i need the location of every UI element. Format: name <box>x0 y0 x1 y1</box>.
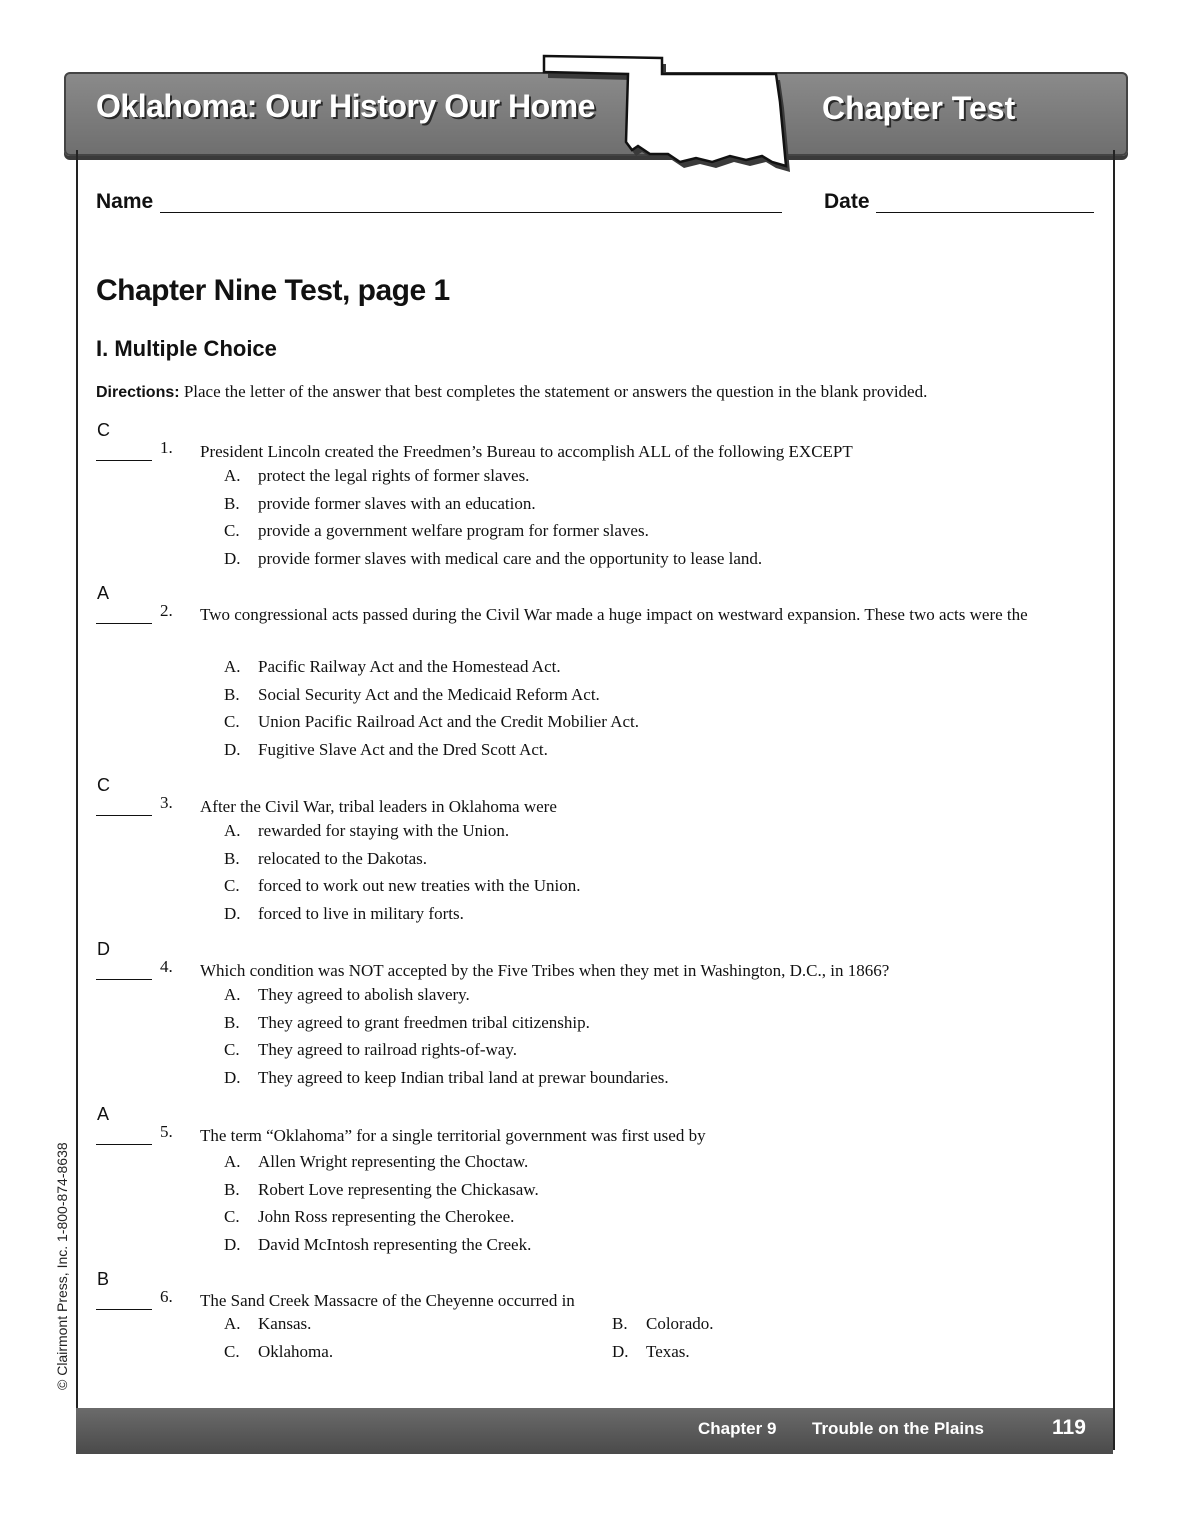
page-number: 119 <box>1052 1416 1086 1439</box>
option-b: B. Social Security Act and the Medicaid Reform Act. <box>224 684 600 704</box>
directions-label: Directions: <box>96 384 180 401</box>
option-b: B. Colorado. <box>612 1314 714 1333</box>
option-b: B. Robert Love representing the Chickasaw. <box>224 1179 539 1199</box>
option-list <box>224 653 639 763</box>
option-c: C. Union Pacific Railroad Act and the Credit Mobilier Act. <box>224 712 639 731</box>
answer-blank-3[interactable] <box>96 815 152 816</box>
option-a: A. Pacific Railway Act and the Homestead Act. <box>224 657 561 676</box>
option-b: B. relocated to the Dakotas. <box>224 848 427 868</box>
option-a: A. rewarded for staying with the Union. <box>224 821 510 840</box>
answer-2[interactable]: A <box>97 583 110 603</box>
answer-blank-5[interactable] <box>96 1144 152 1145</box>
option-d: D. Texas. <box>612 1342 690 1361</box>
answer-1[interactable]: C <box>97 420 110 440</box>
option-a: A. protect the legal rights of former slaves. <box>224 466 530 485</box>
option-list <box>224 1148 539 1258</box>
question-number: 5. <box>160 1122 173 1141</box>
option-c: C. They agreed to railroad rights-of-way. <box>224 1040 517 1059</box>
answer-blank-2[interactable] <box>96 623 152 624</box>
name-field[interactable] <box>160 212 782 213</box>
question-number: 1. <box>160 438 173 457</box>
option-b: B. provide former slaves with an education. <box>224 493 536 513</box>
option-c: C. Oklahoma. <box>224 1342 334 1361</box>
date-field[interactable] <box>876 212 1094 213</box>
option-a: A. Kansas. <box>224 1314 312 1333</box>
answer-blank-6[interactable] <box>96 1309 152 1310</box>
answer-5[interactable]: A <box>97 1104 110 1124</box>
question-text: The Sand Creek Massacre of the Cheyenne occurred in <box>200 1291 575 1310</box>
answer-6[interactable]: B <box>97 1269 110 1289</box>
question-number: 2. <box>160 601 173 620</box>
directions-text: Place the letter of the answer that best completes the statement or answers the question in the blank provided. <box>183 382 928 401</box>
question-text: The term “Oklahoma” for a single territorial government was first used by <box>200 1126 706 1145</box>
question-text: After the Civil War, tribal leaders in Oklahoma were <box>200 797 557 816</box>
option-a: A. Allen Wright representing the Choctaw. <box>224 1152 529 1171</box>
option-c: C. John Ross representing the Cherokee. <box>224 1207 515 1226</box>
option-d: D. Fugitive Slave Act and the Dred Scott Act. <box>224 739 548 759</box>
option-d: D. forced to live in military forts. <box>224 903 464 923</box>
option-list <box>224 462 762 572</box>
question-number: 4. <box>160 957 173 976</box>
option-list <box>224 981 669 1091</box>
book-title: Oklahoma: Our History Our Home <box>96 88 595 124</box>
question-text: President Lincoln created the Freedmen’s Bureau to accomplish ALL of the following EXCEPT <box>200 442 853 461</box>
option-d: D. David McIntosh representing the Creek. <box>224 1234 532 1254</box>
name-label: Name <box>96 190 154 213</box>
chapter-test-label: Chapter Test <box>822 90 1016 126</box>
answer-blank-4[interactable] <box>96 979 152 980</box>
date-label: Date <box>824 190 870 213</box>
question-text: Which condition was NOT accepted by the Five Tribes when they met in Washington, D.C., in 1866? <box>200 961 890 980</box>
directions <box>96 382 1101 402</box>
question-number: 3. <box>160 793 173 812</box>
answer-4[interactable]: D <box>97 939 110 959</box>
copyright: © Clairmont Press, Inc. 1-800-874-8638 <box>54 1142 70 1390</box>
answer-blank-1[interactable] <box>96 460 152 461</box>
option-d: D. They agreed to keep Indian tribal land at prewar boundaries. <box>224 1067 669 1087</box>
footer-chapter: Chapter 9 <box>698 1419 777 1438</box>
answer-3[interactable]: C <box>97 775 110 795</box>
option-d: D. provide former slaves with medical care and the opportunity to lease land. <box>224 548 763 568</box>
option-list <box>224 817 580 927</box>
option-c: C. provide a government welfare program for former slaves. <box>224 521 649 540</box>
footer-title: Trouble on the Plains <box>812 1419 984 1438</box>
question-text: Two congressional acts passed during the Civil War made a huge impact on westward expansion. These two acts were the <box>200 605 1028 624</box>
option-c: C. forced to work out new treaties with the Union. <box>224 876 581 895</box>
question-number: 6. <box>160 1287 173 1306</box>
test-title: Chapter Nine Test, page 1 <box>96 274 450 307</box>
option-b: B. They agreed to grant freedmen tribal citizenship. <box>224 1012 590 1032</box>
option-a: A. They agreed to abolish slavery. <box>224 985 470 1004</box>
section-title: I. Multiple Choice <box>96 336 277 361</box>
